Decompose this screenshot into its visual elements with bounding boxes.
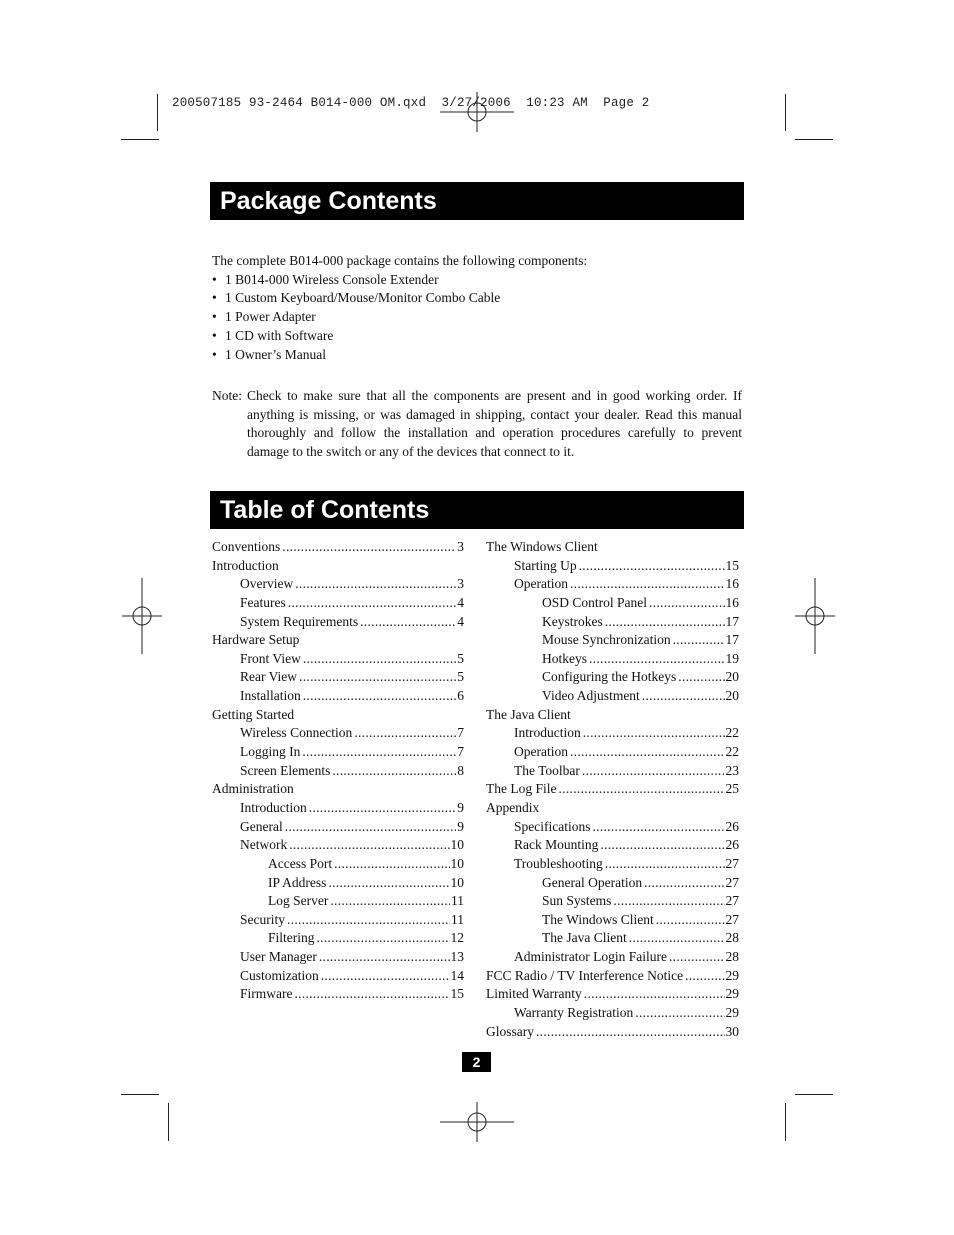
toc-entry-page: 4 — [457, 594, 464, 610]
note-text: Check to make sure that all the components are present and in good working order. If anything is missing, or was damaged in shipping, contact your dealer. Read this manual thoroughly and follow the installation and operation procedures carefully to prevent damage to the switch or any of the devices that connect to it. — [247, 388, 742, 460]
toc-dot-leader — [299, 668, 456, 687]
toc-dot-leader — [579, 557, 725, 576]
toc-entry-title: Video Adjustment — [542, 688, 640, 704]
crop-mark — [157, 94, 158, 131]
toc-entry-page: 29 — [725, 967, 739, 983]
toc-entry — [212, 743, 464, 762]
toc-entry-page: 26 — [725, 837, 739, 853]
toc-entry — [212, 613, 464, 632]
toc-entry — [212, 631, 464, 650]
toc-entry-page: 15 — [450, 986, 464, 1002]
toc-entry-title: Mouse Synchronization — [542, 632, 671, 648]
toc-entry — [486, 855, 739, 874]
toc-entry-title: Operation — [514, 576, 568, 592]
toc-entry — [486, 668, 739, 687]
toc-entry — [486, 874, 739, 893]
toc-entry-page: 3 — [457, 539, 464, 554]
toc-dot-leader — [629, 929, 725, 948]
toc-entry — [486, 929, 739, 948]
toc-entry-page: 10 — [450, 837, 464, 853]
toc-entry — [486, 743, 739, 762]
toc-entry — [212, 929, 464, 948]
toc-entry — [212, 874, 464, 893]
toc-dot-leader — [330, 892, 450, 911]
note-label: Note: — [212, 388, 242, 403]
toc-entry-page: 28 — [725, 930, 739, 946]
toc-entry-page: 14 — [450, 967, 464, 983]
toc-entry-title: Hardware Setup — [212, 632, 300, 648]
toc-entry — [486, 911, 739, 930]
toc-entry-title: Screen Elements — [240, 762, 331, 778]
toc-entry — [486, 799, 739, 818]
toc-dot-leader — [288, 594, 457, 613]
toc-entry-page: 20 — [725, 688, 739, 704]
toc-entry-title: The Log File — [486, 781, 557, 797]
toc-entry — [212, 538, 464, 557]
toc-entry — [212, 948, 464, 967]
toc-dot-leader — [294, 985, 449, 1004]
toc-entry-page: 10 — [450, 855, 464, 871]
toc-entry-title: General — [240, 818, 283, 834]
toc-entry-title: Operation — [514, 744, 568, 760]
toc-dot-leader — [644, 874, 724, 893]
toc-entry — [212, 818, 464, 837]
toc-dot-leader — [332, 762, 456, 781]
toc-dot-leader — [685, 967, 724, 986]
toc-entry-title: Overview — [240, 576, 294, 592]
toc-entry — [486, 967, 739, 986]
toc-entry-title: Log Server — [268, 893, 329, 909]
toc-entry-title: Glossary — [486, 1023, 534, 1039]
toc-dot-leader — [354, 724, 456, 743]
toc-entry-title: Rear View — [240, 669, 298, 685]
toc-entry-title: Conventions — [212, 539, 281, 554]
toc-entry-page: 6 — [457, 688, 464, 704]
toc-dot-leader — [649, 594, 724, 613]
toc-entry-title: Hotkeys — [542, 650, 587, 666]
toc-entry — [212, 762, 464, 781]
toc-dot-leader — [669, 948, 725, 967]
toc-dot-leader — [589, 650, 725, 669]
toc-entry-title: Security — [240, 911, 285, 927]
toc-dot-leader — [302, 743, 456, 762]
toc-entry-title: FCC Radio / TV Interference Notice — [486, 967, 684, 983]
crop-mark — [795, 139, 833, 140]
toc-entry — [212, 706, 464, 725]
toc-entry-title: User Manager — [240, 949, 317, 965]
toc-dot-leader — [583, 724, 725, 743]
toc-dot-leader — [319, 948, 450, 967]
toc-entry-title: Introduction — [240, 799, 307, 815]
table-of-contents-heading: Table of Contents — [210, 491, 744, 529]
toc-entry-title: Wireless Connection — [240, 725, 353, 741]
toc-entry — [212, 724, 464, 743]
toc-entry-title: Customization — [240, 967, 319, 983]
toc-dot-leader — [613, 892, 724, 911]
toc-entry — [212, 557, 464, 576]
toc-entry — [486, 631, 739, 650]
toc-entry-title: Limited Warranty — [486, 986, 582, 1002]
registration-mark-icon — [122, 578, 162, 654]
toc-right-column — [486, 538, 739, 1041]
toc-entry-title: System Requirements — [240, 613, 359, 629]
toc-dot-leader — [289, 836, 449, 855]
toc-dot-leader — [282, 538, 456, 557]
toc-entry — [212, 799, 464, 818]
toc-dot-leader — [570, 575, 725, 594]
toc-entry-title: Introduction — [212, 557, 279, 573]
toc-dot-leader — [360, 613, 456, 632]
list-item: • 1 Power Adapter — [212, 308, 587, 327]
toc-dot-leader — [656, 911, 725, 930]
toc-dot-leader — [328, 874, 449, 893]
toc-dot-leader — [600, 836, 724, 855]
toc-entry-title: Firmware — [240, 986, 293, 1002]
registration-mark-icon — [795, 578, 835, 654]
print-slug-line: 200507185 93-2464 B014-000 OM.qxd 3/27/2006 10:23 AM Page 2 — [172, 96, 650, 110]
list-item: • 1 CD with Software — [212, 327, 587, 346]
crop-mark — [168, 1103, 169, 1141]
toc-entry — [212, 780, 464, 799]
toc-entry-title: Administrator Login Failure — [514, 949, 667, 965]
toc-entry — [486, 557, 739, 576]
toc-entry-title: Features — [240, 594, 286, 610]
toc-entry-page: 12 — [450, 930, 464, 946]
toc-entry-page: 28 — [725, 949, 739, 965]
toc-entry — [212, 836, 464, 855]
toc-left-column — [212, 538, 464, 1004]
toc-entry — [486, 1004, 739, 1023]
toc-entry — [486, 762, 739, 781]
toc-dot-leader — [285, 818, 457, 837]
toc-entry — [212, 575, 464, 594]
toc-dot-leader — [287, 911, 450, 930]
toc-entry-page: 25 — [725, 781, 739, 797]
toc-entry-title: Administration — [212, 781, 294, 797]
toc-entry — [486, 818, 739, 837]
toc-entry — [212, 650, 464, 669]
toc-entry-title: Rack Mounting — [514, 837, 599, 853]
crop-mark — [785, 94, 786, 131]
page-number: 2 — [462, 1052, 491, 1072]
toc-entry — [212, 967, 464, 986]
toc-dot-leader — [605, 613, 725, 632]
toc-entry-title: Filtering — [268, 930, 315, 946]
toc-entry-page: 27 — [725, 855, 739, 871]
list-item: • 1 Custom Keyboard/Mouse/Monitor Combo Cable — [212, 289, 587, 308]
toc-entry-page: 29 — [725, 986, 739, 1002]
toc-entry-page: 7 — [457, 744, 464, 760]
toc-entry-title: The Windows Client — [542, 911, 654, 927]
toc-entry-page: 3 — [457, 576, 464, 592]
toc-entry-page: 27 — [725, 893, 739, 909]
toc-entry — [486, 575, 739, 594]
toc-entry-title: The Toolbar — [514, 762, 580, 778]
toc-entry-title: General Operation — [542, 874, 643, 890]
toc-entry — [486, 985, 739, 1004]
toc-entry — [486, 613, 739, 632]
toc-entry — [486, 687, 739, 706]
toc-entry-title: Installation — [240, 688, 301, 704]
toc-entry-page: 16 — [725, 594, 739, 610]
package-contents-heading: Package Contents — [210, 182, 744, 220]
toc-entry-title: IP Address — [268, 874, 327, 890]
toc-entry-page: 27 — [725, 911, 739, 927]
toc-dot-leader — [635, 1004, 724, 1023]
note-block — [212, 387, 742, 462]
toc-dot-leader — [673, 631, 725, 650]
toc-entry — [212, 594, 464, 613]
toc-entry-page: 10 — [450, 874, 464, 890]
toc-entry-title: Introduction — [514, 725, 581, 741]
toc-entry-page: 8 — [457, 762, 464, 778]
toc-entry-title: Sun Systems — [542, 893, 612, 909]
toc-entry — [212, 892, 464, 911]
toc-dot-leader — [584, 985, 725, 1004]
toc-entry-title: Keystrokes — [542, 613, 603, 629]
toc-entry-page: 5 — [457, 669, 464, 685]
package-contents-section — [212, 252, 587, 364]
toc-dot-leader — [321, 967, 450, 986]
toc-entry-title: The Java Client — [486, 706, 571, 722]
toc-entry-title: Starting Up — [514, 557, 577, 573]
toc-entry-title: Troubleshooting — [514, 855, 603, 871]
toc-entry-title: OSD Control Panel — [542, 594, 648, 610]
toc-entry — [486, 836, 739, 855]
toc-entry-page: 30 — [725, 1023, 739, 1039]
toc-dot-leader — [309, 799, 457, 818]
toc-entry-title: The Java Client — [542, 930, 627, 946]
toc-entry-title: Configuring the Hotkeys — [542, 669, 677, 685]
crop-mark — [121, 139, 159, 140]
toc-dot-leader — [303, 687, 457, 706]
toc-entry-page: 9 — [457, 799, 464, 815]
toc-entry-page: 11 — [451, 911, 464, 927]
toc-entry — [486, 780, 739, 799]
toc-entry — [486, 724, 739, 743]
toc-entry — [486, 594, 739, 613]
toc-dot-leader — [334, 855, 449, 874]
toc-entry-page: 4 — [457, 613, 464, 629]
toc-entry — [212, 985, 464, 1004]
toc-dot-leader — [592, 818, 724, 837]
registration-mark-icon — [440, 1102, 514, 1142]
toc-entry-title: Specifications — [514, 818, 591, 834]
toc-entry-title: Front View — [240, 650, 301, 666]
toc-dot-leader — [582, 762, 725, 781]
toc-entry-title: Logging In — [240, 744, 301, 760]
toc-entry-title: Warranty Registration — [514, 1005, 634, 1021]
toc-entry — [486, 650, 739, 669]
toc-dot-leader — [295, 575, 456, 594]
toc-entry — [486, 538, 739, 557]
toc-entry-page: 19 — [725, 650, 739, 666]
toc-entry-page: 26 — [725, 818, 739, 834]
toc-entry-title: The Windows Client — [486, 539, 598, 554]
toc-entry-page: 23 — [725, 762, 739, 778]
toc-entry — [212, 911, 464, 930]
crop-mark — [785, 1103, 786, 1141]
toc-entry-page: 5 — [457, 650, 464, 666]
toc-entry-page: 7 — [457, 725, 464, 741]
toc-entry — [486, 892, 739, 911]
crop-mark — [795, 1094, 833, 1095]
toc-entry-page: 16 — [725, 576, 739, 592]
package-intro-text: The complete B014-000 package contains the following components: — [212, 253, 588, 268]
toc-entry-page: 29 — [725, 1005, 739, 1021]
toc-dot-leader — [605, 855, 725, 874]
toc-dot-leader — [642, 687, 725, 706]
toc-entry-title: Appendix — [486, 799, 540, 815]
registration-mark-icon — [440, 92, 514, 132]
toc-entry-page: 15 — [725, 557, 739, 573]
toc-entry-title: Getting Started — [212, 706, 295, 722]
toc-entry — [212, 687, 464, 706]
toc-dot-leader — [570, 743, 725, 762]
toc-entry-page: 9 — [457, 818, 464, 834]
toc-dot-leader — [536, 1023, 725, 1042]
toc-entry — [212, 855, 464, 874]
toc-entry-page: 17 — [725, 613, 739, 629]
toc-entry — [486, 706, 739, 725]
toc-entry-page: 17 — [725, 632, 739, 648]
crop-mark — [121, 1094, 159, 1095]
list-item: • 1 Owner’s Manual — [212, 346, 587, 365]
toc-entry-page: 27 — [725, 874, 739, 890]
toc-dot-leader — [317, 929, 450, 948]
package-items-list — [212, 271, 587, 365]
toc-entry — [212, 668, 464, 687]
toc-dot-leader — [559, 780, 725, 799]
toc-entry-title: Network — [240, 837, 288, 853]
toc-entry — [486, 948, 739, 967]
list-item: • 1 B014-000 Wireless Console Extender — [212, 271, 587, 290]
toc-dot-leader — [303, 650, 456, 669]
toc-entry-title: Access Port — [268, 855, 333, 871]
toc-entry-page: 11 — [451, 893, 464, 909]
toc-entry-page: 13 — [450, 949, 464, 965]
toc-entry-page: 22 — [725, 725, 739, 741]
toc-dot-leader — [678, 668, 724, 687]
toc-entry-page: 22 — [725, 744, 739, 760]
toc-entry — [486, 1023, 739, 1042]
toc-entry-page: 20 — [725, 669, 739, 685]
